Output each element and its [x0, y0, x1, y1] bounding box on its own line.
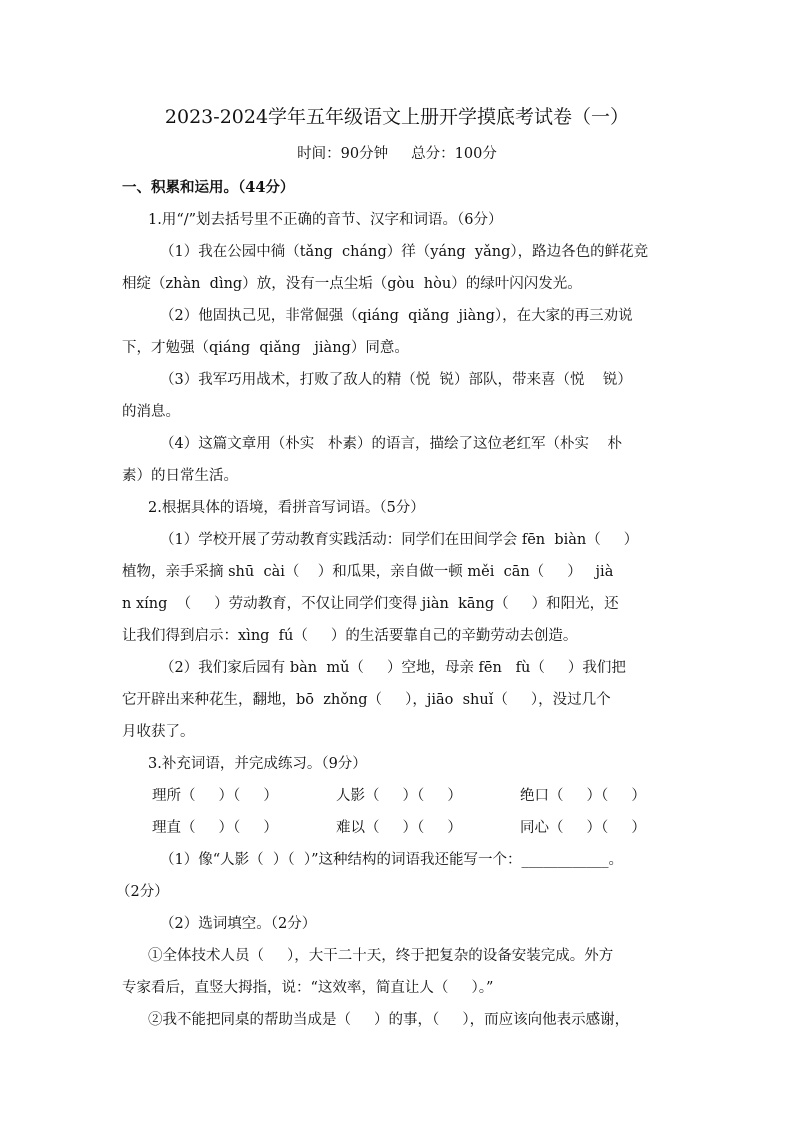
idiom-blank: 难以（ ）（ ） [336, 820, 462, 836]
question-1-line: 的消息。 [122, 404, 180, 420]
question-1-line: （1）我在公园中徜（tǎng cháng）徉（yáng yǎng），路边各色的鲜花竞 [160, 244, 649, 260]
question-2-stem: 2.根据具体的语境，看拼音写词语。（5分） [148, 500, 425, 516]
question-1-line: （3）我军巧用战术，打败了敌人的精（悦 锐）部队，带来喜（悦 锐） [160, 372, 632, 388]
idiom-blank: 理直（ ）（ ） [152, 820, 278, 836]
idiom-blank: 理所（ ）（ ） [152, 788, 278, 804]
idiom-blank: 同心（ ）（ ） [520, 820, 646, 836]
question-1-line: 下，才勉强（qiáng qiǎng jiàng）同意。 [122, 340, 409, 356]
question-3-line: （1）像“人影（ ）（ ）”这种结构的词语我还能写一个：____________。 [160, 852, 623, 868]
question-2-line: 月收获了。 [122, 724, 195, 740]
question-3-stem: 3.补充词语，并完成练习。（9分） [148, 756, 367, 772]
exam-info: 时间：90分钟 总分：100分 [297, 146, 497, 162]
idiom-blank: 绝口（ ）（ ） [520, 788, 646, 804]
section-heading: 一、积累和运用。（44分） [122, 179, 295, 196]
question-2-line: 植物，亲手采摘 shū cài（ ）和瓜果，亲自做一顿 měi cān（ ） jià [122, 564, 614, 580]
page-title: 2023-2024学年五年级语文上册开学摸底考试卷（一） [164, 106, 630, 128]
question-2-line: n xíng （ ）劳动教育，不仅让同学们变得 jiàn kāng（ ）和阳光，还 [122, 596, 619, 612]
question-1-line: 相绽（zhàn dìng）放，没有一点尘垢（gòu hòu）的绿叶闪闪发光。 [122, 276, 582, 292]
question-3-line: ②我不能把同桌的帮助当成是（ ）的事，（ ），而应该向他表示感谢， [148, 1012, 630, 1028]
question-1-stem: 1.用“/”划去括号里不正确的音节、汉字和词语。（6分） [148, 212, 503, 228]
question-3-line: ①全体技术人员（ ），大干二十天，终于把复杂的设备安装完成。外方 [148, 948, 614, 964]
question-1-line: （4）这篇文章用（朴实 朴素）的语言，描绘了这位老红军（朴实 朴 [160, 436, 622, 452]
question-2-line: （2）我们家后园有 bàn mǔ（ ）空地，母亲 fēn fù（ ）我们把 [160, 660, 626, 676]
question-2-line: 它开辟出来种花生，翻地，bō zhǒng（ ），jiāo shuǐ（ ），没过几个 [122, 692, 611, 708]
question-3-line: 专家看后，直竖大拇指，说：“这效率，简直让人（ ）。” [122, 980, 494, 996]
question-2-line: 让我们得到启示：xìng fú（ ）的生活要靠自己的辛勤劳动去创造。 [122, 628, 578, 644]
question-1-line: （2）他固执己见，非常倔强（qiáng qiǎng jiàng），在大家的再三劝说 [160, 308, 633, 324]
question-2-line: （1）学校开展了劳动教育实践活动：同学们在田间学会 fēn biàn（ ） [160, 532, 639, 548]
idiom-blank: 人影（ ）（ ） [336, 788, 462, 804]
question-3-line: （2）选词填空。（2分） [160, 916, 317, 932]
question-1-line: 素）的日常生活。 [122, 468, 238, 484]
question-3-line: （2分） [116, 884, 169, 900]
